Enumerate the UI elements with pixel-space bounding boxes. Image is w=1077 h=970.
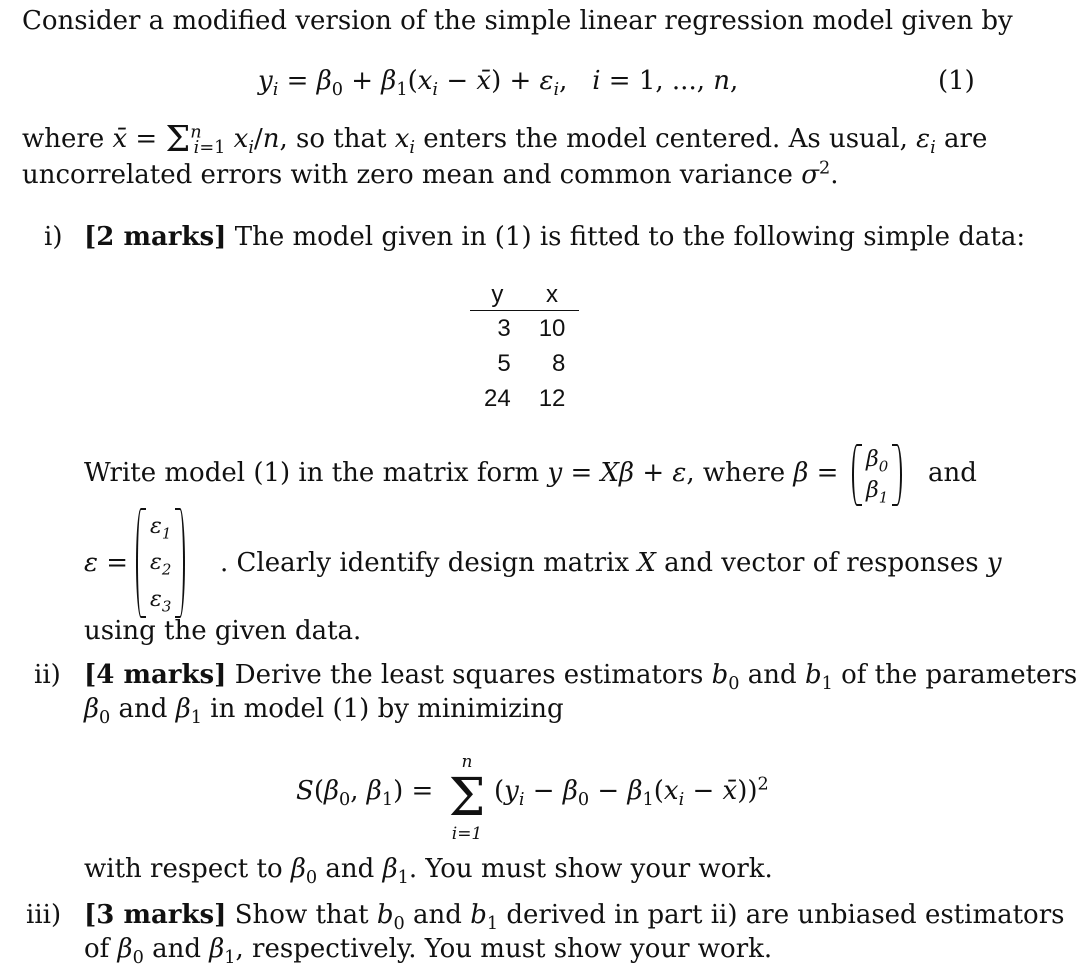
objective-lhs: $S(\beta_0$, $\beta_1$) = — [296, 776, 434, 811]
equation-number: (1) — [938, 66, 975, 96]
objective-rhs: ($y_i - \beta_0 - \beta_1(x_i$ − x̄))$^2$ — [494, 774, 769, 811]
table-header-row — [470, 280, 579, 311]
part-ii-line-1: [4 marks] Derive the least squares estimators $b_0$ and $b_1$ of the parameters — [84, 660, 1077, 695]
using-data-text: using the given data. — [84, 616, 362, 646]
table-header-y: y — [470, 280, 525, 311]
intro-line-1: Consider a modified version of the simple linear regression model given by — [22, 6, 1013, 36]
part-i-label: i) — [44, 222, 63, 252]
identify-text: . Clearly identify design matrix X and vector of responses y — [220, 548, 1002, 578]
table-cell: 8 — [552, 349, 566, 377]
epsilon-vector: $\varepsilon_1$ $\varepsilon_2$ $\varepsilon_3$ — [136, 508, 185, 618]
table-header-x: x — [525, 280, 580, 311]
table-row — [470, 311, 579, 347]
epsilon-label: ε = — [84, 548, 129, 578]
table-cell: 3 — [497, 314, 511, 342]
table-row — [470, 381, 579, 416]
table-row — [470, 346, 579, 381]
part-iii-line-2: of $\beta_0$ and $\beta_1$, respectively. You must show your work. — [84, 934, 773, 969]
and-word: and — [928, 458, 977, 488]
intro-line-3: uncorrelated errors with zero mean and common variance $\sigma^2$. — [22, 158, 839, 190]
table-cell: 5 — [497, 349, 511, 377]
table-cell: 10 — [538, 314, 566, 342]
data-table — [470, 280, 579, 416]
summation-symbol: n Σ i=1 — [448, 752, 486, 844]
part-ii-label: ii) — [34, 660, 61, 690]
matrix-form-text: Write model (1) in the matrix form y = Xβ + ε, where β = — [84, 458, 839, 488]
intro-line-2: where x̄ = $\Sigma^n_{i=1}$ $x_i/n$, so that $x_i$ enters the model centered. As usual, $\varepsilon_i$ are — [22, 119, 988, 161]
model-equation: $y_i = \beta_0 + \beta_1(x_i$ − x̄) + $\varepsilon_i$, i = 1, ..., n, — [258, 66, 739, 101]
table-cell: 24 — [484, 384, 511, 412]
respect-text: with respect to $\beta_0$ and $\beta_1$. You must show your work. — [84, 854, 773, 889]
beta-vector: $\beta_0$ $\beta_1$ — [852, 444, 902, 506]
part-ii-line-2: $\beta_0$ and $\beta_1$ in model (1) by minimizing — [84, 694, 564, 729]
part-i-text: [2 marks] The model given in (1) is fitted to the following simple data: — [84, 222, 1026, 252]
part-iii-line-1: [3 marks] Show that $b_0$ and $b_1$ derived in part ii) are unbiased estimators — [84, 900, 1065, 935]
part-iii-label: iii) — [26, 900, 62, 930]
table-cell: 12 — [538, 384, 566, 412]
